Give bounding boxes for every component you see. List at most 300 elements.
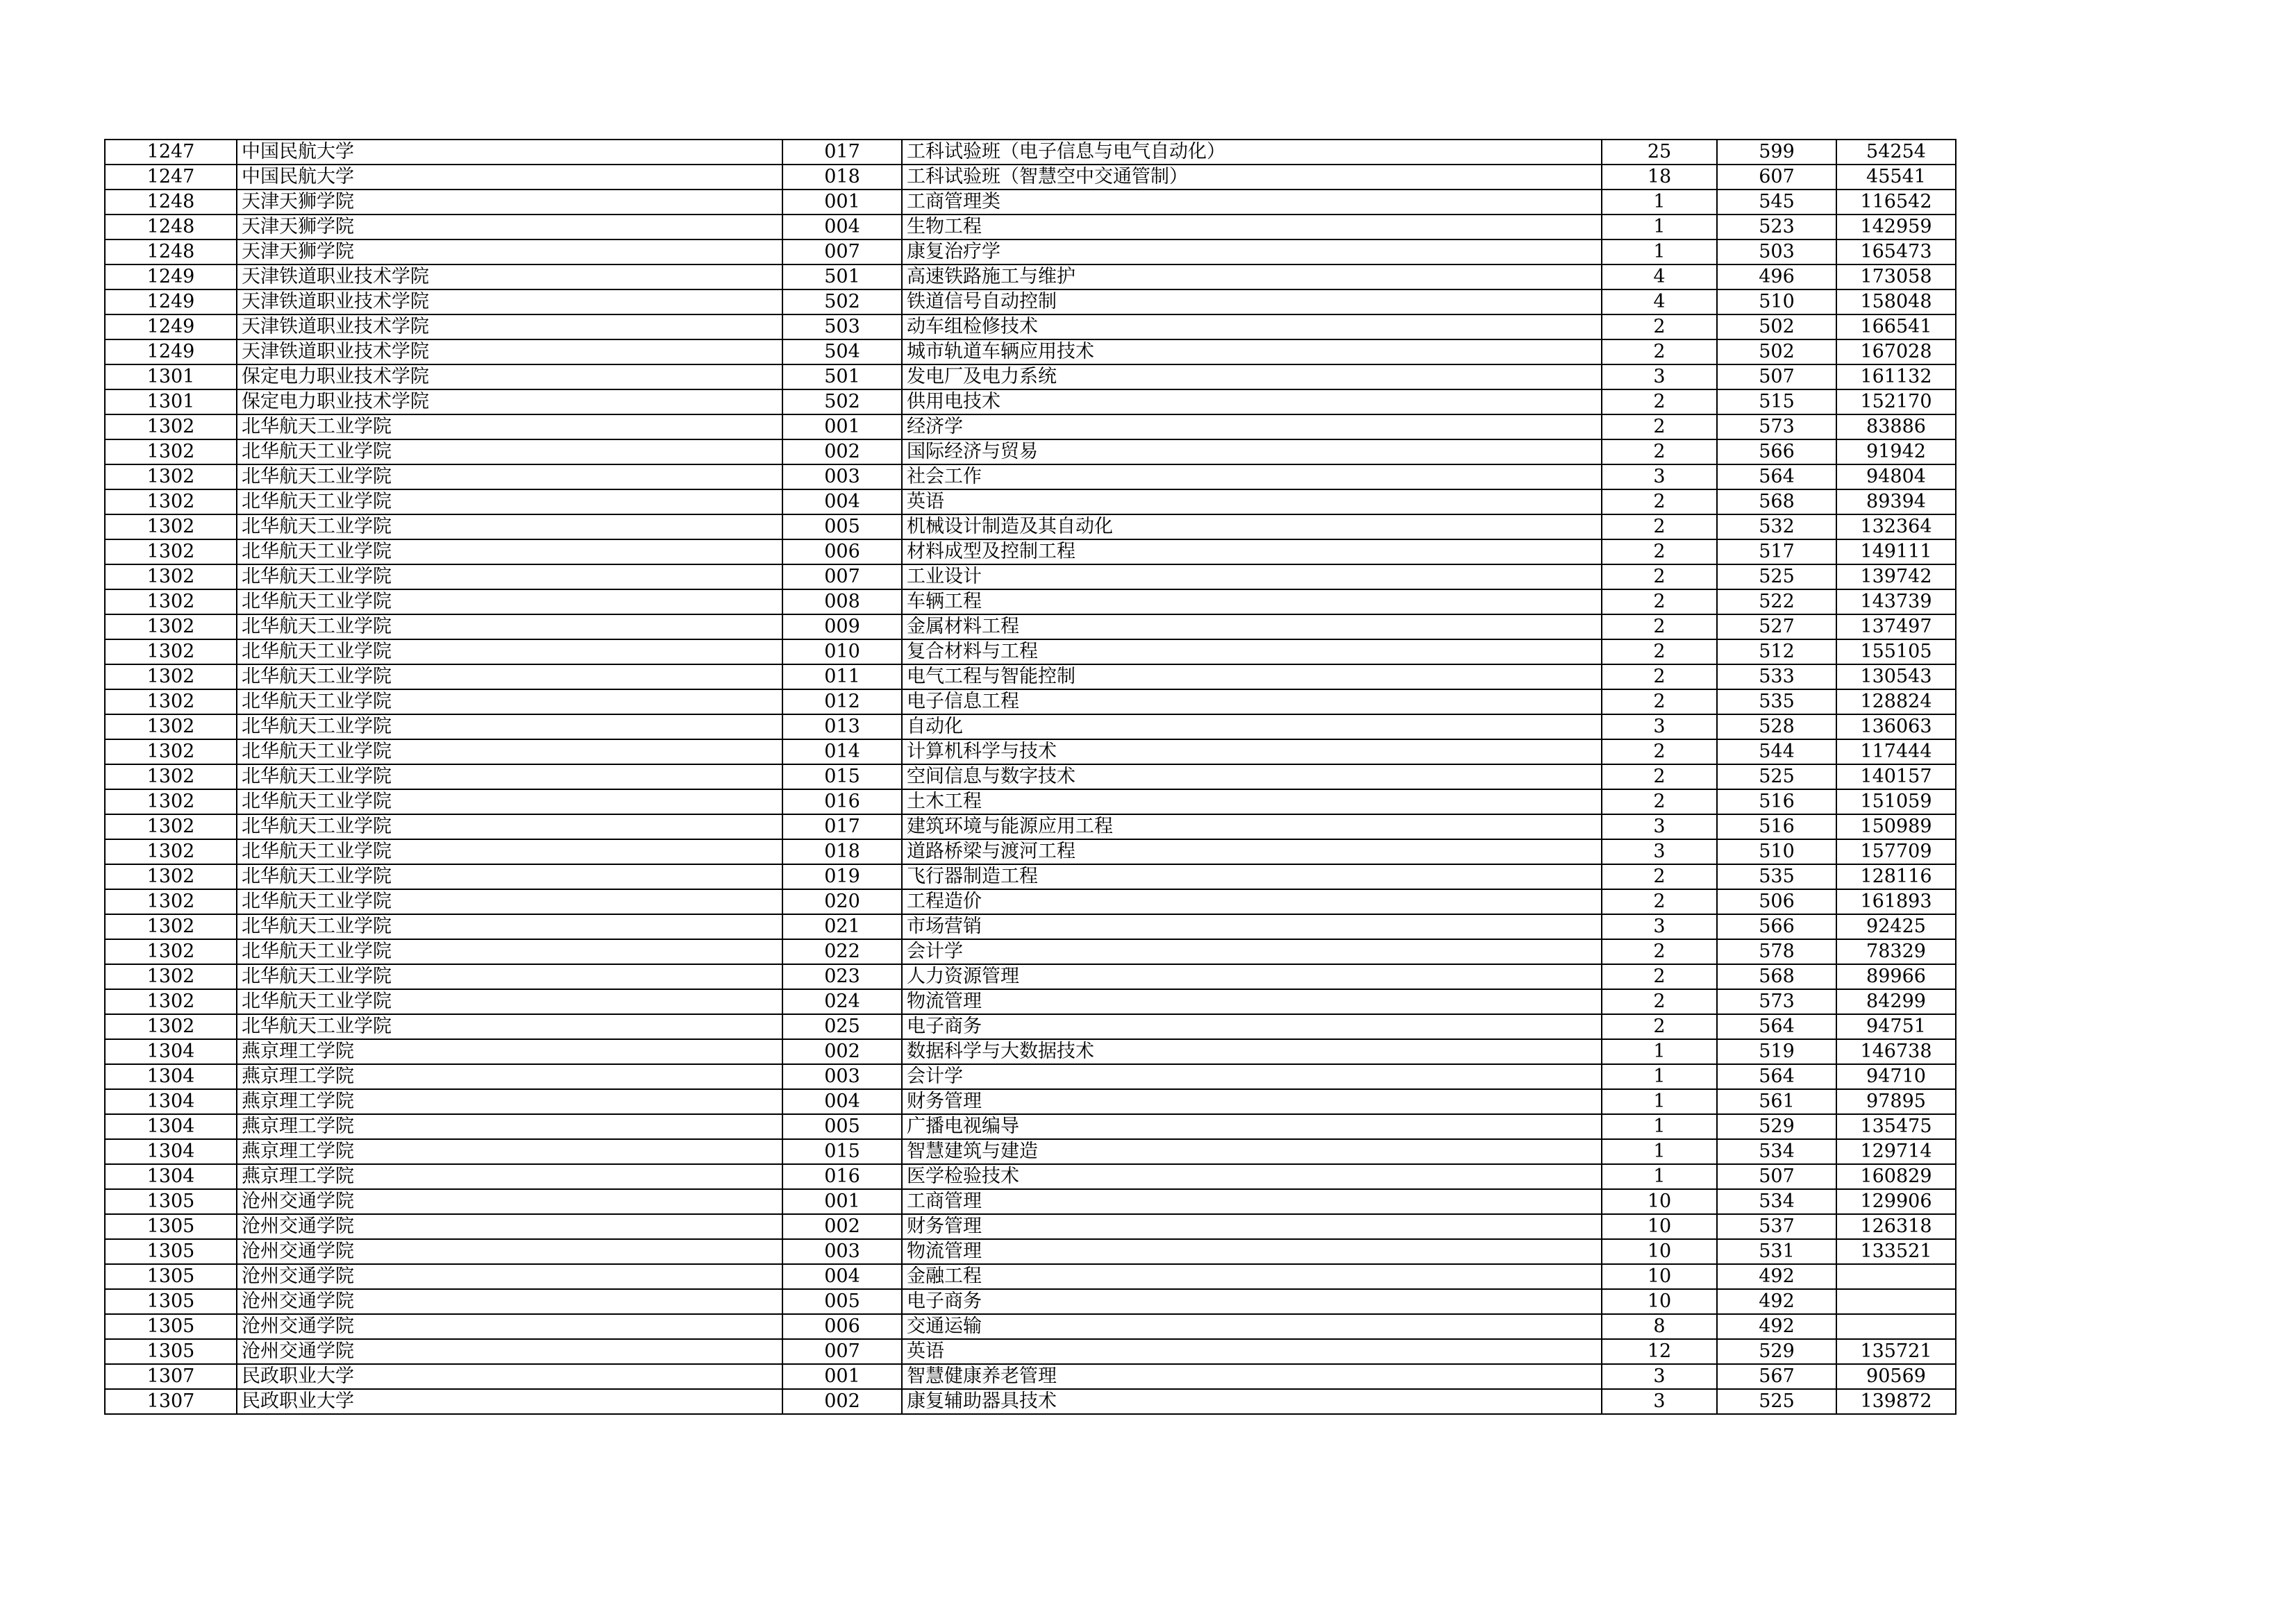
min-rank-cell: 129906 (1836, 1189, 1956, 1214)
school-code-cell: 1302 (105, 639, 237, 664)
major-name-cell: 国际经济与贸易 (902, 439, 1602, 464)
min-rank-cell: 133521 (1836, 1239, 1956, 1264)
min-score-cell: 527 (1717, 614, 1836, 639)
min-score-cell: 564 (1717, 464, 1836, 489)
major-name-cell: 铁道信号自动控制 (902, 289, 1602, 314)
major-code-cell: 003 (782, 1064, 902, 1089)
school-name-cell: 沧州交通学院 (237, 1339, 782, 1364)
min-score-cell: 515 (1717, 389, 1836, 414)
table-row (105, 239, 1956, 264)
major-code-cell: 004 (782, 215, 902, 239)
min-rank-cell: 92425 (1836, 914, 1956, 939)
school-code-cell: 1302 (105, 614, 237, 639)
min-score-cell: 534 (1717, 1189, 1836, 1214)
major-name-cell: 物流管理 (902, 1239, 1602, 1264)
min-score-cell: 535 (1717, 689, 1836, 714)
major-name-cell: 复合材料与工程 (902, 639, 1602, 664)
major-name-cell: 康复辅助器具技术 (902, 1389, 1602, 1414)
table-row (105, 639, 1956, 664)
school-name-cell: 北华航天工业学院 (237, 889, 782, 914)
table-row (105, 264, 1956, 289)
plan-count-cell: 1 (1602, 215, 1717, 239)
school-code-cell: 1248 (105, 239, 237, 264)
admission-table (104, 139, 1956, 1415)
major-code-cell: 016 (782, 789, 902, 814)
school-name-cell: 天津铁道职业技术学院 (237, 339, 782, 364)
min-rank-cell: 136063 (1836, 714, 1956, 739)
table-row (105, 489, 1956, 514)
min-score-cell: 544 (1717, 739, 1836, 764)
major-name-cell: 广播电视编导 (902, 1114, 1602, 1139)
major-code-cell: 010 (782, 639, 902, 664)
min-score-cell: 510 (1717, 289, 1836, 314)
major-name-cell: 人力资源管理 (902, 964, 1602, 989)
min-score-cell: 535 (1717, 864, 1836, 889)
table-row (105, 190, 1956, 215)
min-score-cell: 561 (1717, 1089, 1836, 1114)
table-row (105, 689, 1956, 714)
major-name-cell: 机械设计制造及其自动化 (902, 514, 1602, 539)
major-name-cell: 工程造价 (902, 889, 1602, 914)
school-code-cell: 1305 (105, 1289, 237, 1314)
school-name-cell: 北华航天工业学院 (237, 864, 782, 889)
table-row (105, 339, 1956, 364)
table-row (105, 165, 1956, 190)
school-code-cell: 1304 (105, 1089, 237, 1114)
min-score-cell: 507 (1717, 364, 1836, 389)
min-rank-cell: 89966 (1836, 964, 1956, 989)
school-name-cell: 北华航天工业学院 (237, 714, 782, 739)
min-score-cell: 532 (1717, 514, 1836, 539)
major-code-cell: 005 (782, 1289, 902, 1314)
min-rank-cell: 94710 (1836, 1064, 1956, 1089)
major-code-cell: 002 (782, 1389, 902, 1414)
major-name-cell: 土木工程 (902, 789, 1602, 814)
min-score-cell: 517 (1717, 539, 1836, 564)
table-row (105, 714, 1956, 739)
major-code-cell: 002 (782, 1214, 902, 1239)
min-rank-cell: 130543 (1836, 664, 1956, 689)
min-rank-cell (1836, 1264, 1956, 1289)
plan-count-cell: 2 (1602, 889, 1717, 914)
school-code-cell: 1307 (105, 1389, 237, 1414)
plan-count-cell: 18 (1602, 165, 1717, 190)
school-name-cell: 燕京理工学院 (237, 1139, 782, 1164)
min-rank-cell: 139742 (1836, 564, 1956, 589)
min-rank-cell: 142959 (1836, 215, 1956, 239)
major-name-cell: 电气工程与智能控制 (902, 664, 1602, 689)
major-code-cell: 008 (782, 589, 902, 614)
major-code-cell: 003 (782, 1239, 902, 1264)
min-rank-cell: 157709 (1836, 839, 1956, 864)
plan-count-cell: 2 (1602, 789, 1717, 814)
plan-count-cell: 4 (1602, 264, 1717, 289)
major-name-cell: 供用电技术 (902, 389, 1602, 414)
min-score-cell: 529 (1717, 1114, 1836, 1139)
min-score-cell: 531 (1717, 1239, 1836, 1264)
plan-count-cell: 1 (1602, 1164, 1717, 1189)
school-name-cell: 北华航天工业学院 (237, 1014, 782, 1039)
min-score-cell: 545 (1717, 190, 1836, 215)
min-score-cell: 523 (1717, 215, 1836, 239)
min-rank-cell: 97895 (1836, 1089, 1956, 1114)
table-row (105, 1089, 1956, 1114)
table-row (105, 140, 1956, 165)
table-row (105, 289, 1956, 314)
school-code-cell: 1302 (105, 939, 237, 964)
table-row (105, 414, 1956, 439)
table-row (105, 839, 1956, 864)
plan-count-cell: 2 (1602, 964, 1717, 989)
major-code-cell: 025 (782, 1014, 902, 1039)
major-code-cell: 024 (782, 989, 902, 1014)
school-code-cell: 1305 (105, 1214, 237, 1239)
major-name-cell: 金融工程 (902, 1264, 1602, 1289)
table-row (105, 1139, 1956, 1164)
table-row (105, 989, 1956, 1014)
major-name-cell: 计算机科学与技术 (902, 739, 1602, 764)
plan-count-cell: 2 (1602, 489, 1717, 514)
plan-count-cell: 10 (1602, 1189, 1717, 1214)
plan-count-cell: 2 (1602, 689, 1717, 714)
min-score-cell: 519 (1717, 1039, 1836, 1064)
table-row (105, 1214, 1956, 1239)
major-name-cell: 建筑环境与能源应用工程 (902, 814, 1602, 839)
min-rank-cell: 117444 (1836, 739, 1956, 764)
table-row (105, 1039, 1956, 1064)
major-code-cell: 019 (782, 864, 902, 889)
table-row (105, 939, 1956, 964)
major-name-cell: 英语 (902, 489, 1602, 514)
school-name-cell: 燕京理工学院 (237, 1164, 782, 1189)
school-name-cell: 沧州交通学院 (237, 1189, 782, 1214)
major-code-cell: 504 (782, 339, 902, 364)
min-rank-cell: 94804 (1836, 464, 1956, 489)
major-code-cell: 013 (782, 714, 902, 739)
major-code-cell: 012 (782, 689, 902, 714)
school-code-cell: 1302 (105, 914, 237, 939)
table-row (105, 1264, 1956, 1289)
major-code-cell: 001 (782, 1189, 902, 1214)
min-rank-cell: 143739 (1836, 589, 1956, 614)
plan-count-cell: 3 (1602, 814, 1717, 839)
table-body (105, 140, 1956, 1414)
min-rank-cell: 149111 (1836, 539, 1956, 564)
school-name-cell: 北华航天工业学院 (237, 439, 782, 464)
school-name-cell: 燕京理工学院 (237, 1039, 782, 1064)
table-row (105, 215, 1956, 239)
school-code-cell: 1247 (105, 165, 237, 190)
school-code-cell: 1302 (105, 589, 237, 614)
major-name-cell: 电子商务 (902, 1014, 1602, 1039)
table-row (105, 464, 1956, 489)
plan-count-cell: 25 (1602, 140, 1717, 165)
school-code-cell: 1302 (105, 839, 237, 864)
min-rank-cell: 126318 (1836, 1214, 1956, 1239)
major-code-cell: 018 (782, 165, 902, 190)
plan-count-cell: 4 (1602, 289, 1717, 314)
table-row (105, 1189, 1956, 1214)
major-name-cell: 生物工程 (902, 215, 1602, 239)
table-row (105, 964, 1956, 989)
min-score-cell: 502 (1717, 339, 1836, 364)
min-score-cell: 537 (1717, 1214, 1836, 1239)
min-score-cell: 503 (1717, 239, 1836, 264)
min-score-cell: 506 (1717, 889, 1836, 914)
major-code-cell: 502 (782, 389, 902, 414)
min-score-cell: 516 (1717, 814, 1836, 839)
school-name-cell: 北华航天工业学院 (237, 464, 782, 489)
plan-count-cell: 2 (1602, 614, 1717, 639)
major-code-cell: 014 (782, 739, 902, 764)
plan-count-cell: 3 (1602, 1364, 1717, 1389)
school-name-cell: 北华航天工业学院 (237, 839, 782, 864)
school-name-cell: 天津天狮学院 (237, 215, 782, 239)
plan-count-cell: 2 (1602, 539, 1717, 564)
major-name-cell: 物流管理 (902, 989, 1602, 1014)
major-code-cell: 018 (782, 839, 902, 864)
min-rank-cell: 78329 (1836, 939, 1956, 964)
school-code-cell: 1302 (105, 989, 237, 1014)
table-row (105, 514, 1956, 539)
school-name-cell: 天津天狮学院 (237, 239, 782, 264)
min-rank-cell: 139872 (1836, 1389, 1956, 1414)
major-code-cell: 015 (782, 1139, 902, 1164)
min-rank-cell: 129714 (1836, 1139, 1956, 1164)
school-name-cell: 燕京理工学院 (237, 1089, 782, 1114)
school-code-cell: 1302 (105, 714, 237, 739)
table-row (105, 539, 1956, 564)
min-score-cell: 566 (1717, 914, 1836, 939)
school-name-cell: 北华航天工业学院 (237, 964, 782, 989)
min-rank-cell (1836, 1314, 1956, 1339)
table-row (105, 739, 1956, 764)
major-name-cell: 英语 (902, 1339, 1602, 1364)
school-name-cell: 燕京理工学院 (237, 1064, 782, 1089)
school-code-cell: 1304 (105, 1064, 237, 1089)
major-name-cell: 工业设计 (902, 564, 1602, 589)
major-code-cell: 007 (782, 239, 902, 264)
min-rank-cell: 165473 (1836, 239, 1956, 264)
major-code-cell: 005 (782, 1114, 902, 1139)
school-name-cell: 北华航天工业学院 (237, 489, 782, 514)
major-code-cell: 011 (782, 664, 902, 689)
major-code-cell: 502 (782, 289, 902, 314)
plan-count-cell: 1 (1602, 1039, 1717, 1064)
table-row (105, 314, 1956, 339)
school-name-cell: 北华航天工业学院 (237, 539, 782, 564)
school-code-cell: 1302 (105, 739, 237, 764)
min-score-cell: 533 (1717, 664, 1836, 689)
major-name-cell: 康复治疗学 (902, 239, 1602, 264)
min-score-cell: 568 (1717, 489, 1836, 514)
plan-count-cell: 2 (1602, 764, 1717, 789)
major-name-cell: 医学检验技术 (902, 1164, 1602, 1189)
table-row (105, 914, 1956, 939)
major-name-cell: 电子商务 (902, 1289, 1602, 1314)
school-name-cell: 天津铁道职业技术学院 (237, 314, 782, 339)
min-rank-cell: 146738 (1836, 1039, 1956, 1064)
school-name-cell: 中国民航大学 (237, 140, 782, 165)
school-code-cell: 1305 (105, 1239, 237, 1264)
school-name-cell: 北华航天工业学院 (237, 789, 782, 814)
plan-count-cell: 2 (1602, 639, 1717, 664)
major-code-cell: 005 (782, 514, 902, 539)
plan-count-cell: 2 (1602, 589, 1717, 614)
min-rank-cell: 160829 (1836, 1164, 1956, 1189)
min-rank-cell: 167028 (1836, 339, 1956, 364)
school-code-cell: 1302 (105, 814, 237, 839)
school-code-cell: 1302 (105, 564, 237, 589)
plan-count-cell: 2 (1602, 339, 1717, 364)
min-rank-cell: 166541 (1836, 314, 1956, 339)
major-name-cell: 工商管理 (902, 1189, 1602, 1214)
major-code-cell: 022 (782, 939, 902, 964)
school-code-cell: 1302 (105, 789, 237, 814)
min-score-cell: 507 (1717, 1164, 1836, 1189)
school-name-cell: 北华航天工业学院 (237, 914, 782, 939)
major-code-cell: 007 (782, 1339, 902, 1364)
school-code-cell: 1302 (105, 664, 237, 689)
school-code-cell: 1305 (105, 1314, 237, 1339)
table-row (105, 364, 1956, 389)
plan-count-cell: 3 (1602, 464, 1717, 489)
table-row (105, 814, 1956, 839)
school-name-cell: 天津天狮学院 (237, 190, 782, 215)
min-rank-cell: 91942 (1836, 439, 1956, 464)
major-code-cell: 503 (782, 314, 902, 339)
min-rank-cell: 132364 (1836, 514, 1956, 539)
table-row (105, 589, 1956, 614)
min-rank-cell: 45541 (1836, 165, 1956, 190)
plan-count-cell: 3 (1602, 714, 1717, 739)
school-name-cell: 北华航天工业学院 (237, 764, 782, 789)
min-rank-cell: 135475 (1836, 1114, 1956, 1139)
min-score-cell: 564 (1717, 1014, 1836, 1039)
plan-count-cell: 10 (1602, 1214, 1717, 1239)
major-name-cell: 工科试验班（电子信息与电气自动化） (902, 140, 1602, 165)
school-name-cell: 沧州交通学院 (237, 1214, 782, 1239)
table-row (105, 1164, 1956, 1189)
school-code-cell: 1305 (105, 1339, 237, 1364)
table-row (105, 864, 1956, 889)
school-name-cell: 北华航天工业学院 (237, 689, 782, 714)
school-name-cell: 北华航天工业学院 (237, 564, 782, 589)
min-score-cell: 607 (1717, 165, 1836, 190)
min-score-cell: 567 (1717, 1364, 1836, 1389)
school-code-cell: 1302 (105, 964, 237, 989)
school-code-cell: 1304 (105, 1164, 237, 1189)
school-name-cell: 北华航天工业学院 (237, 939, 782, 964)
major-code-cell: 003 (782, 464, 902, 489)
major-name-cell: 空间信息与数字技术 (902, 764, 1602, 789)
school-code-cell: 1248 (105, 215, 237, 239)
major-name-cell: 市场营销 (902, 914, 1602, 939)
table-row (105, 664, 1956, 689)
major-code-cell: 006 (782, 539, 902, 564)
plan-count-cell: 2 (1602, 864, 1717, 889)
school-code-cell: 1302 (105, 414, 237, 439)
school-code-cell: 1304 (105, 1039, 237, 1064)
major-code-cell: 021 (782, 914, 902, 939)
school-name-cell: 中国民航大学 (237, 165, 782, 190)
major-code-cell: 501 (782, 364, 902, 389)
school-name-cell: 北华航天工业学院 (237, 414, 782, 439)
school-code-cell: 1305 (105, 1264, 237, 1289)
school-name-cell: 沧州交通学院 (237, 1239, 782, 1264)
school-code-cell: 1302 (105, 764, 237, 789)
major-name-cell: 工科试验班（智慧空中交通管制） (902, 165, 1602, 190)
major-code-cell: 001 (782, 1364, 902, 1389)
major-name-cell: 社会工作 (902, 464, 1602, 489)
major-name-cell: 会计学 (902, 1064, 1602, 1089)
min-score-cell: 566 (1717, 439, 1836, 464)
school-name-cell: 北华航天工业学院 (237, 589, 782, 614)
min-rank-cell: 89394 (1836, 489, 1956, 514)
major-name-cell: 自动化 (902, 714, 1602, 739)
min-score-cell: 564 (1717, 1064, 1836, 1089)
school-code-cell: 1249 (105, 314, 237, 339)
school-code-cell: 1249 (105, 264, 237, 289)
major-name-cell: 车辆工程 (902, 589, 1602, 614)
school-name-cell: 沧州交通学院 (237, 1289, 782, 1314)
major-code-cell: 004 (782, 489, 902, 514)
min-score-cell: 492 (1717, 1289, 1836, 1314)
school-name-cell: 保定电力职业技术学院 (237, 364, 782, 389)
plan-count-cell: 10 (1602, 1239, 1717, 1264)
school-code-cell: 1247 (105, 140, 237, 165)
school-code-cell: 1301 (105, 364, 237, 389)
min-score-cell: 525 (1717, 764, 1836, 789)
plan-count-cell: 1 (1602, 1089, 1717, 1114)
min-rank-cell: 83886 (1836, 414, 1956, 439)
school-code-cell: 1301 (105, 389, 237, 414)
major-code-cell: 006 (782, 1314, 902, 1339)
min-rank-cell: 173058 (1836, 264, 1956, 289)
min-score-cell: 525 (1717, 564, 1836, 589)
min-rank-cell: 128824 (1836, 689, 1956, 714)
min-rank-cell: 150989 (1836, 814, 1956, 839)
major-code-cell: 004 (782, 1089, 902, 1114)
min-rank-cell: 54254 (1836, 140, 1956, 165)
school-code-cell: 1249 (105, 289, 237, 314)
plan-count-cell: 3 (1602, 1389, 1717, 1414)
major-name-cell: 金属材料工程 (902, 614, 1602, 639)
major-name-cell: 会计学 (902, 939, 1602, 964)
school-code-cell: 1307 (105, 1364, 237, 1389)
plan-count-cell: 3 (1602, 364, 1717, 389)
plan-count-cell: 1 (1602, 1139, 1717, 1164)
school-code-cell: 1302 (105, 464, 237, 489)
school-code-cell: 1302 (105, 489, 237, 514)
major-name-cell: 财务管理 (902, 1089, 1602, 1114)
school-name-cell: 天津铁道职业技术学院 (237, 264, 782, 289)
table-row (105, 564, 1956, 589)
min-score-cell: 528 (1717, 714, 1836, 739)
major-code-cell: 004 (782, 1264, 902, 1289)
plan-count-cell: 1 (1602, 190, 1717, 215)
min-score-cell: 492 (1717, 1314, 1836, 1339)
major-name-cell: 电子信息工程 (902, 689, 1602, 714)
min-rank-cell (1836, 1289, 1956, 1314)
major-code-cell: 015 (782, 764, 902, 789)
min-rank-cell: 84299 (1836, 989, 1956, 1014)
major-name-cell: 智慧健康养老管理 (902, 1364, 1602, 1389)
table-row (105, 789, 1956, 814)
school-name-cell: 沧州交通学院 (237, 1264, 782, 1289)
major-name-cell: 智慧建筑与建造 (902, 1139, 1602, 1164)
plan-count-cell: 2 (1602, 989, 1717, 1014)
